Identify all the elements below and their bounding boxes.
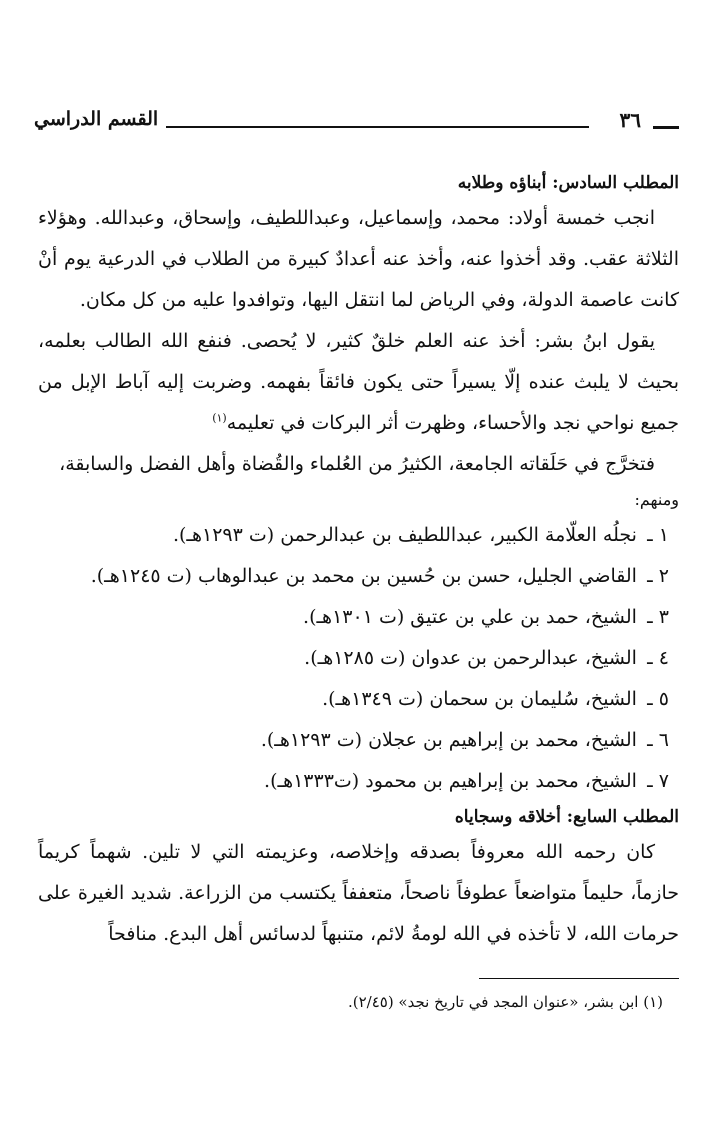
list-item-number: ١ ـ: [647, 524, 669, 546]
footnote-divider: [479, 978, 679, 979]
page-header: [34, 108, 679, 136]
section6-para3-tail: ومنهم:: [634, 490, 679, 509]
main-content: [38, 168, 679, 955]
list-item-number: ٣ ـ: [647, 606, 669, 628]
list-item-text: الشيخ، حمد بن علي بن عتيق (ت ١٣٠١هـ).: [303, 606, 637, 628]
list-item: [38, 679, 669, 720]
list-item-number: ٥ ـ: [647, 688, 669, 710]
list-item-number: ٧ ـ: [647, 770, 669, 792]
section6-para1: انجب خمسة أولاد: محمد، وإسماعيل، وعبداللطيف، وإسحاق، وعبدالله. وهؤلاء الثلاثة عقب. وقد أخذوا عنه، وأخذ عنه أعدادٌ كبيرة من الطلاب في الدرعية يوم أنْ كانت عاصمة الدولة، وفي الرياض لما انتقل اليها، وتوافدوا عليه من كل مكان.: [38, 207, 679, 311]
list-item-text: القاضي الجليل، حسن بن حُسين بن محمد بن عبدالوهاب (ت ١٢٤٥هـ).: [90, 565, 637, 587]
list-item: [38, 720, 669, 761]
list-item: [38, 761, 669, 802]
section6-heading: المطلب السادس: أبناؤه وطلابه: [457, 173, 679, 193]
header-dash: [653, 126, 679, 129]
list-item-text: نجلُه العلّامة الكبير، عبداللطيف بن عبدالرحمن (ت ١٢٩٣هـ).: [172, 524, 637, 546]
page-number: ٣٦: [619, 108, 641, 132]
list-item: [38, 597, 669, 638]
footnote: (١) ابن بشر، «عنوان المجد في تاريخ نجد» (٢/٤٥).: [347, 993, 663, 1011]
section6-para2: [38, 321, 679, 444]
list-item-text: الشيخ، محمد بن إبراهيم بن محمود (ت١٣٣٣هـ).: [264, 770, 637, 792]
section7-para1: كان رحمه الله معروفاً بصدقه وإخلاصه، وعزيمته التي لا تلين. شهماً كريماً حازماً، حليماً متواضعاً عطوفاً ناصحاً، متعففاً يكتسب من الزراعة. شديد الغيرة على حرمات الله، لا تأخذه في الله لومةُ لائم، متنبهاً لدسائس أهل البدع. منافحاً: [38, 841, 679, 945]
list-item-number: ٦ ـ: [647, 729, 669, 751]
list-item-text: الشيخ، عبدالرحمن بن عدوان (ت ١٢٨٥هـ).: [304, 647, 637, 669]
list-item-number: ٢ ـ: [647, 565, 669, 587]
list-item: [38, 638, 669, 679]
list-item-number: ٤ ـ: [647, 647, 669, 669]
section6-para3: [38, 444, 679, 485]
section6-para2-text: يقول ابنُ بشر: أخذ عنه العلم خلقٌ كثير، لا يُحصى. فنفع الله الطالب بعلمه، بحيث لا يلبث عنده إلّا يسيراً حتى يكون فائقاً بفهمه. وضربت إليه آباط الإبل من جميع نواحي نجد والأحساء، وظهرت أثر البركات في تعليمه: [38, 330, 679, 434]
section6-para3-text: فتخرَّج في حَلَقاته الجامعة، الكثيرُ من العُلماء والقُضاة وأهل الفضل والسابقة،: [59, 453, 655, 475]
footnote-marker: (١): [212, 411, 227, 425]
list-item: [38, 556, 669, 597]
list-item: [38, 515, 669, 556]
list-item-text: الشيخ، محمد بن إبراهيم بن عجلان (ت ١٢٩٣هـ).: [260, 729, 637, 751]
header-rule: [166, 126, 589, 128]
students-list: [38, 515, 679, 802]
section7-heading: المطلب السابع: أخلاقه وسجاياه: [454, 807, 679, 827]
list-item-text: الشيخ، سُليمان بن سحمان (ت ١٣٤٩هـ).: [322, 688, 637, 710]
section-title: القسم الدراسي: [34, 108, 159, 130]
